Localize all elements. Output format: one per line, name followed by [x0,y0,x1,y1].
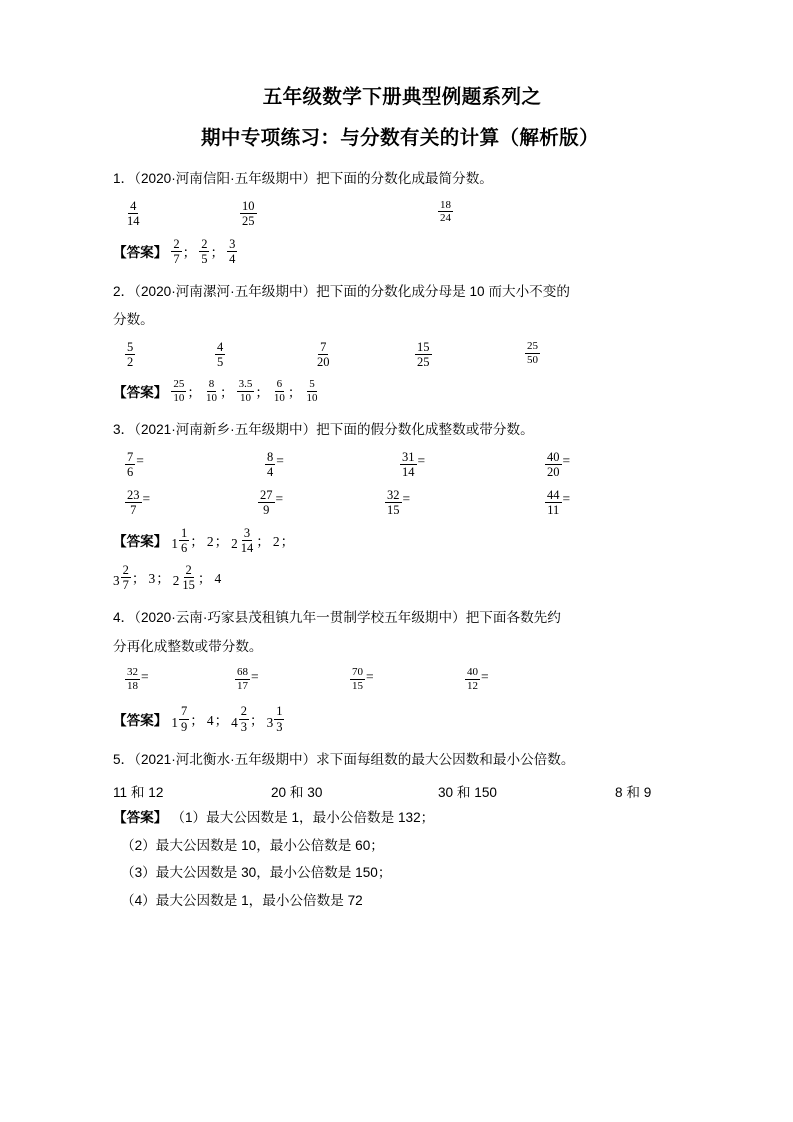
denominator: 6 [127,464,134,479]
equals-sign: = [417,452,426,468]
problem-3-answer-line-1 [113,525,685,556]
numerator: 31 [402,449,415,464]
equals-sign: = [481,669,489,685]
numerator: 25 [527,340,538,353]
problem-1-fraction-3 [438,198,453,226]
problem-5-pair-row [113,781,685,811]
numerator: 44 [547,487,560,502]
problem-4-fraction-3 [350,668,374,693]
denominator: 7 [173,251,180,266]
integer-answer: 2 [206,534,214,550]
denominator: 10 [239,391,251,404]
equals-sign: = [275,490,284,506]
answer-label: 【答案】 [113,712,168,728]
numerator: 4 [130,198,137,213]
denominator: 10 [173,391,185,404]
numerator: 3 [243,525,251,540]
numerator: 1 [180,525,188,540]
problem-3-fraction-1 [125,449,144,480]
mixed-number [113,562,131,593]
whole-part: 3 [266,714,274,730]
numerator: 7 [127,449,134,464]
problem-3-fraction-2 [265,449,284,480]
numerator: 25 [173,378,185,391]
numerator: 32 [127,666,138,679]
separator: ； [156,571,170,587]
answer-label: 【答案】 [113,244,168,260]
denominator: 14 [240,540,254,555]
problem-2-answer [113,380,685,405]
equals-sign: = [136,452,144,468]
denominator: 25 [242,213,255,228]
denominator: 15 [352,679,363,692]
whole-part: 4 [231,714,238,730]
problem-3 [113,423,685,593]
problem-3-fraction-4 [545,449,571,480]
denominator: 50 [527,353,538,366]
denominator: 3 [276,719,283,734]
numerator: 7 [180,704,188,719]
problem-2-fraction-row [113,342,685,380]
problem-3-fraction-3 [400,449,426,480]
numerator: 2 [240,704,247,719]
numerator: 23 [127,487,140,502]
whole-part: 1 [171,536,178,552]
problem-2-stem: 2．（2020·河南漯河·五年级期中）把下面的分数化成分母是 10 而大小不变的 [113,283,570,299]
denominator: 5 [201,251,208,266]
denominator: 2 [127,355,134,370]
separator: ； [197,571,212,587]
denominator: 20 [317,355,330,370]
integer-answer: 4 [214,571,222,587]
problem-1 [113,172,685,267]
equals-sign: = [402,490,411,506]
numerator: 5 [309,378,315,391]
problem-4 [113,611,685,734]
problem-2 [113,285,685,405]
answer-label: 【答案】 [113,810,168,826]
denominator: 11 [547,502,560,517]
problem-4-fraction-4 [465,668,489,693]
problem-2-fraction-4 [415,342,432,370]
problem-3-fraction-row-1 [113,449,685,490]
separator: ； [255,384,269,400]
problem-5-pair-1: 11 和 12 [113,785,164,801]
separator: ； [187,384,201,400]
separator: ； [280,534,295,550]
integer-answer: 3 [148,571,156,587]
problem-3-stem: 3．（2021·河南新乡·五年级期中）把下面的假分数化成整数或带分数。 [113,422,534,438]
numerator: 1 [276,704,283,719]
problem-5-answer-1-text: （1）最大公因数是 1，最小公倍数是 132； [171,810,435,826]
problem-2-fraction-1 [125,342,135,370]
problem-4-stem: 4．（2020·云南·巧家县茂租镇九年一贯制学校五年级期中）把下面各数先约 [113,610,561,626]
denominator: 9 [263,502,270,517]
whole-part: 3 [113,573,120,589]
problem-1-fraction-2 [240,198,257,229]
denominator: 10 [273,391,285,404]
equals-sign: = [251,669,259,685]
problem-5-pair-3: 30 和 150 [438,785,497,801]
problem-2-fraction-5 [525,342,540,367]
problem-2-stem-continued: 分数。 [113,312,154,328]
numerator: 40 [467,666,478,679]
problem-5-stem: 5．（2021·河北衡水·五年级期中）求下面每组数的最大公因数和最小公倍数。 [113,751,575,767]
separator: ； [214,712,229,728]
problem-3-answer-line-2 [113,562,685,593]
numerator: 2 [185,562,192,577]
numerator: 2 [122,562,129,577]
problem-5-answer-line-1 [113,811,685,825]
equals-sign: = [562,452,571,468]
denominator: 20 [547,464,560,479]
denominator: 3 [240,719,247,734]
problem-5-answer-4-text: （4）最大公因数是 1，最小公倍数是 72 [121,893,363,909]
separator: ； [190,534,204,550]
problem-5 [113,753,685,908]
denominator: 5 [217,355,224,370]
numerator: 8 [208,378,215,391]
problem-1-fraction-1 [125,198,142,229]
problem-5-answer-line-3 [113,866,685,880]
problem-3-fraction-5 [125,487,151,518]
denominator: 4 [229,251,236,266]
page-title-line-1: 五年级数学下册典型例题系列之 [262,86,542,108]
problem-3-fraction-6 [258,487,284,518]
mixed-number [231,525,255,556]
numerator: 3 [229,236,236,251]
numerator: 2 [201,236,208,251]
numerator: 3.5 [238,378,253,391]
problem-1-answer [113,236,685,267]
numerator: 40 [547,449,560,464]
answer-label: 【答案】 [113,534,168,550]
problem-1-stem: 1．（2020·河南信阳·五年级期中）把下面的分数化成最简分数。 [113,171,493,186]
numerator: 4 [217,340,224,355]
numerator: 7 [320,340,327,355]
problem-5-pair-4: 8 和 9 [615,785,652,801]
problem-2-fraction-2 [215,342,225,370]
separator: ； [256,534,270,550]
denominator: 15 [387,502,400,517]
denominator: 12 [467,679,478,692]
numerator: 70 [352,666,363,679]
problem-5-answer-line-2 [113,839,685,853]
problem-4-stem-continued: 分再化成整数或带分数。 [113,638,263,654]
numerator: 27 [260,487,273,502]
mixed-number [172,562,197,593]
problem-2-fraction-3 [315,342,332,370]
denominator: 4 [267,464,274,479]
mixed-number [171,525,189,556]
answer-label: 【答案】 [113,384,168,400]
denominator: 17 [237,679,248,692]
denominator: 18 [127,679,138,692]
numerator: 15 [417,340,430,355]
whole-part: 2 [231,536,238,552]
separator: ； [131,571,146,587]
mixed-number [171,706,189,734]
numerator: 10 [242,198,255,213]
denominator: 10 [306,391,318,404]
denominator: 6 [180,540,188,555]
separator: ； [182,244,197,260]
denominator: 14 [402,464,415,479]
separator: ； [287,384,302,400]
separator: ； [210,244,225,260]
separator: ； [219,384,234,400]
problem-4-fraction-1 [125,668,149,693]
denominator: 7 [130,502,137,517]
denominator: 9 [180,719,188,734]
whole-part: 2 [172,573,180,589]
page-title-line-2: 期中专项练习：与分数有关的计算（解析版） [200,126,599,149]
problem-5-pair-2: 20 和 30 [271,785,323,801]
problem-5-answer-2-text: （2）最大公因数是 10，最小公倍数是 60； [121,837,384,853]
problem-4-answer [113,706,685,734]
problem-3-fraction-8 [545,487,571,518]
denominator: 7 [122,578,129,593]
mixed-number [267,706,285,734]
denominator: 14 [127,213,140,228]
problem-5-answer-3-text: （3）最大公因数是 30，最小公倍数是 150； [121,865,392,881]
denominator: 25 [417,355,430,370]
problem-1-fraction-row [113,198,685,239]
problem-3-fraction-row-2 [113,487,685,528]
mixed-number [231,706,249,734]
equals-sign: = [366,669,374,685]
separator: ； [190,712,204,728]
problem-4-fraction-row [113,668,685,706]
denominator: 24 [440,212,451,225]
numerator: 6 [276,378,283,391]
problem-4-fraction-2 [235,668,259,693]
problem-5-answer-line-4 [113,894,685,908]
equals-sign: = [276,452,284,468]
denominator: 15 [182,578,195,593]
numerator: 32 [387,487,400,502]
equals-sign: = [141,669,149,685]
numerator: 5 [127,340,134,355]
integer-answer: 4 [206,712,214,728]
whole-part: 1 [171,714,178,730]
numerator: 2 [173,236,180,251]
equals-sign: = [562,490,571,506]
separator: ； [214,534,229,550]
integer-answer: 2 [272,534,280,550]
numerator: 18 [440,198,451,211]
numerator: 8 [267,449,274,464]
equals-sign: = [142,490,151,506]
denominator: 10 [205,391,217,404]
separator: ； [250,712,264,728]
problem-3-fraction-7 [385,487,411,518]
numerator: 68 [237,666,248,679]
